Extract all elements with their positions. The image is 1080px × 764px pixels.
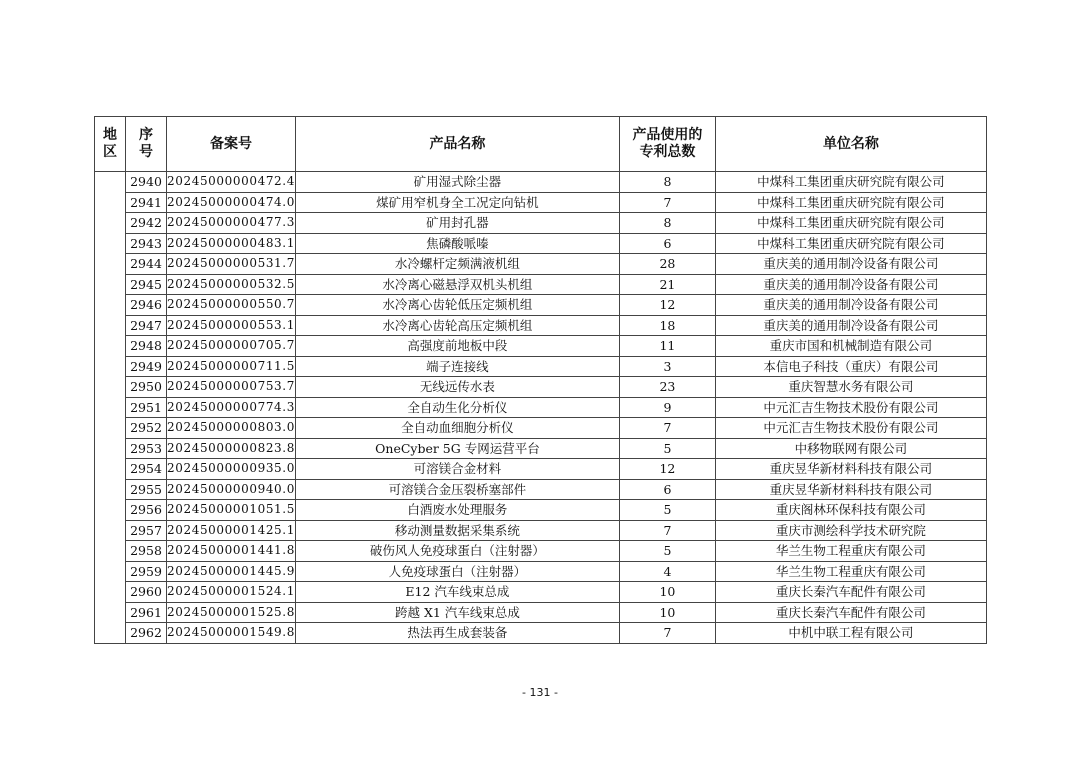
- record-no-cell: 20245000000531.7: [167, 254, 296, 275]
- seq-cell: 2960: [126, 582, 167, 603]
- patent-count-cell: 10: [619, 602, 715, 623]
- company-name-cell: 中煤科工集团重庆研究院有限公司: [715, 192, 986, 213]
- record-no-cell: 20245000000940.0: [167, 479, 296, 500]
- header-company: 单位名称: [715, 117, 986, 172]
- patent-count-cell: 12: [619, 459, 715, 480]
- record-no-cell: 20245000000753.7: [167, 377, 296, 398]
- table-row: [95, 356, 987, 377]
- company-name-cell: 重庆市测绘科学技术研究院: [715, 520, 986, 541]
- product-name-cell: OneCyber 5G 专网运营平台: [295, 438, 619, 459]
- table-row: [95, 479, 987, 500]
- company-name-cell: 中元汇吉生物技术股份有限公司: [715, 397, 986, 418]
- company-name-cell: 重庆美的通用制冷设备有限公司: [715, 295, 986, 316]
- table-row: [95, 274, 987, 295]
- table-row: [95, 459, 987, 480]
- table-row: [95, 192, 987, 213]
- table-row: [95, 233, 987, 254]
- seq-cell: 2941: [126, 192, 167, 213]
- patent-count-cell: 7: [619, 418, 715, 439]
- company-name-cell: 中煤科工集团重庆研究院有限公司: [715, 213, 986, 234]
- patent-count-cell: 5: [619, 541, 715, 562]
- record-no-cell: 20245000001051.5: [167, 500, 296, 521]
- product-name-cell: 高强度前地板中段: [295, 336, 619, 357]
- company-name-cell: 中移物联网有限公司: [715, 438, 986, 459]
- patent-count-cell: 4: [619, 561, 715, 582]
- seq-cell: 2948: [126, 336, 167, 357]
- header-patents: 产品使用的 专利总数: [619, 117, 715, 172]
- product-name-cell: 可溶镁合金材料: [295, 459, 619, 480]
- seq-cell: 2961: [126, 602, 167, 623]
- seq-cell: 2949: [126, 356, 167, 377]
- table-header-row: [95, 117, 987, 172]
- product-name-cell: 端子连接线: [295, 356, 619, 377]
- patent-count-cell: 11: [619, 336, 715, 357]
- company-name-cell: 重庆市国和机械制造有限公司: [715, 336, 986, 357]
- company-name-cell: 重庆美的通用制冷设备有限公司: [715, 254, 986, 275]
- product-name-cell: 矿用封孔器: [295, 213, 619, 234]
- patent-count-cell: 12: [619, 295, 715, 316]
- record-no-cell: 20245000000550.7: [167, 295, 296, 316]
- patent-count-cell: 18: [619, 315, 715, 336]
- table-row: [95, 520, 987, 541]
- seq-cell: 2943: [126, 233, 167, 254]
- product-name-cell: 人免疫球蛋白（注射器）: [295, 561, 619, 582]
- seq-cell: 2947: [126, 315, 167, 336]
- product-name-cell: 白酒废水处理服务: [295, 500, 619, 521]
- company-name-cell: 华兰生物工程重庆有限公司: [715, 541, 986, 562]
- table-row: [95, 500, 987, 521]
- seq-cell: 2944: [126, 254, 167, 275]
- seq-cell: 2962: [126, 623, 167, 644]
- header-region: 地 区: [95, 117, 126, 172]
- record-no-cell: 20245000000803.0: [167, 418, 296, 439]
- product-name-cell: 焦磷酸哌嗪: [295, 233, 619, 254]
- table-row: [95, 377, 987, 398]
- record-no-cell: 20245000000711.5: [167, 356, 296, 377]
- record-no-cell: 20245000001441.8: [167, 541, 296, 562]
- table-row: [95, 541, 987, 562]
- product-name-cell: 矿用湿式除尘器: [295, 172, 619, 193]
- seq-cell: 2946: [126, 295, 167, 316]
- table-row: [95, 172, 987, 193]
- product-name-cell: 水冷离心磁悬浮双机头机组: [295, 274, 619, 295]
- table-row: [95, 315, 987, 336]
- patent-count-cell: 8: [619, 213, 715, 234]
- product-name-cell: 煤矿用窄机身全工况定向钻机: [295, 192, 619, 213]
- seq-cell: 2953: [126, 438, 167, 459]
- record-no-cell: 20245000000553.1: [167, 315, 296, 336]
- patent-count-cell: 10: [619, 582, 715, 603]
- patent-count-cell: 6: [619, 479, 715, 500]
- seq-cell: 2955: [126, 479, 167, 500]
- table-body: [95, 172, 987, 644]
- product-name-cell: 可溶镁合金压裂桥塞部件: [295, 479, 619, 500]
- product-name-cell: 跨越 X1 汽车线束总成: [295, 602, 619, 623]
- product-name-cell: 热法再生成套装备: [295, 623, 619, 644]
- patent-count-cell: 7: [619, 192, 715, 213]
- company-name-cell: 中机中联工程有限公司: [715, 623, 986, 644]
- table-row: [95, 336, 987, 357]
- patent-count-cell: 8: [619, 172, 715, 193]
- table-row: [95, 418, 987, 439]
- table-row: [95, 561, 987, 582]
- company-name-cell: 重庆美的通用制冷设备有限公司: [715, 274, 986, 295]
- table-row: [95, 623, 987, 644]
- patent-count-cell: 5: [619, 500, 715, 521]
- region-cell: [95, 172, 126, 644]
- company-name-cell: 重庆美的通用制冷设备有限公司: [715, 315, 986, 336]
- product-name-cell: 水冷螺杆定频满液机组: [295, 254, 619, 275]
- company-name-cell: 重庆长秦汽车配件有限公司: [715, 602, 986, 623]
- seq-cell: 2945: [126, 274, 167, 295]
- product-name-cell: 破伤风人免疫球蛋白（注射器）: [295, 541, 619, 562]
- patent-count-cell: 3: [619, 356, 715, 377]
- company-name-cell: 中煤科工集团重庆研究院有限公司: [715, 233, 986, 254]
- patent-count-cell: 9: [619, 397, 715, 418]
- product-name-cell: E12 汽车线束总成: [295, 582, 619, 603]
- table-row: [95, 213, 987, 234]
- company-name-cell: 重庆智慧水务有限公司: [715, 377, 986, 398]
- product-name-cell: 无线远传水表: [295, 377, 619, 398]
- company-name-cell: 本信电子科技（重庆）有限公司: [715, 356, 986, 377]
- record-no-cell: 20245000000472.4: [167, 172, 296, 193]
- seq-cell: 2956: [126, 500, 167, 521]
- record-no-cell: 20245000000935.0: [167, 459, 296, 480]
- record-no-cell: 20245000000483.1: [167, 233, 296, 254]
- record-no-cell: 20245000000774.3: [167, 397, 296, 418]
- header-seq: 序 号: [126, 117, 167, 172]
- table-row: [95, 295, 987, 316]
- seq-cell: 2952: [126, 418, 167, 439]
- record-no-cell: 20245000001425.1: [167, 520, 296, 541]
- seq-cell: 2942: [126, 213, 167, 234]
- record-no-cell: 20245000000477.3: [167, 213, 296, 234]
- company-name-cell: 重庆阁林环保科技有限公司: [715, 500, 986, 521]
- company-name-cell: 中煤科工集团重庆研究院有限公司: [715, 172, 986, 193]
- seq-cell: 2959: [126, 561, 167, 582]
- record-no-cell: 20245000001525.8: [167, 602, 296, 623]
- table-row: [95, 254, 987, 275]
- patent-count-cell: 21: [619, 274, 715, 295]
- record-no-cell: 20245000001549.8: [167, 623, 296, 644]
- record-no-cell: 20245000000823.8: [167, 438, 296, 459]
- company-name-cell: 华兰生物工程重庆有限公司: [715, 561, 986, 582]
- patent-count-cell: 28: [619, 254, 715, 275]
- seq-cell: 2954: [126, 459, 167, 480]
- seq-cell: 2957: [126, 520, 167, 541]
- record-no-cell: 20245000001524.1: [167, 582, 296, 603]
- record-no-cell: 20245000000705.7: [167, 336, 296, 357]
- patent-count-cell: 6: [619, 233, 715, 254]
- company-name-cell: 重庆长秦汽车配件有限公司: [715, 582, 986, 603]
- product-name-cell: 水冷离心齿轮低压定频机组: [295, 295, 619, 316]
- header-product: 产品名称: [295, 117, 619, 172]
- company-name-cell: 重庆昱华新材料科技有限公司: [715, 459, 986, 480]
- header-record-no: 备案号: [167, 117, 296, 172]
- company-name-cell: 中元汇吉生物技术股份有限公司: [715, 418, 986, 439]
- seq-cell: 2958: [126, 541, 167, 562]
- product-name-cell: 全自动血细胞分析仪: [295, 418, 619, 439]
- patent-count-cell: 7: [619, 623, 715, 644]
- filing-records-table: [94, 116, 987, 644]
- seq-cell: 2940: [126, 172, 167, 193]
- patent-count-cell: 23: [619, 377, 715, 398]
- company-name-cell: 重庆昱华新材料科技有限公司: [715, 479, 986, 500]
- record-no-cell: 20245000001445.9: [167, 561, 296, 582]
- patent-count-cell: 7: [619, 520, 715, 541]
- record-no-cell: 20245000000532.5: [167, 274, 296, 295]
- product-name-cell: 移动测量数据采集系统: [295, 520, 619, 541]
- product-name-cell: 全自动生化分析仪: [295, 397, 619, 418]
- product-name-cell: 水冷离心齿轮高压定频机组: [295, 315, 619, 336]
- table-row: [95, 602, 987, 623]
- page-number: - 131 -: [522, 686, 558, 699]
- patent-count-cell: 5: [619, 438, 715, 459]
- table-row: [95, 397, 987, 418]
- table-row: [95, 438, 987, 459]
- seq-cell: 2950: [126, 377, 167, 398]
- table-row: [95, 582, 987, 603]
- seq-cell: 2951: [126, 397, 167, 418]
- record-no-cell: 20245000000474.0: [167, 192, 296, 213]
